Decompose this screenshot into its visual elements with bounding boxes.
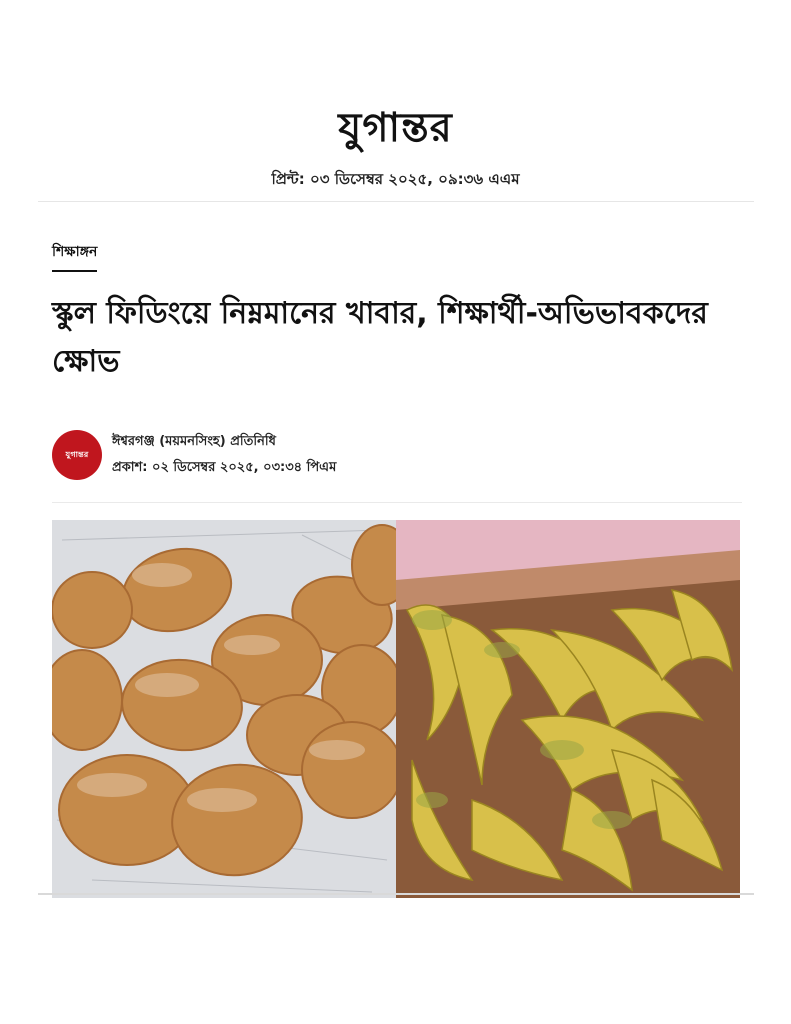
divider [38,893,754,895]
print-label: প্রিন্ট: [271,170,305,188]
published-line [112,458,336,479]
avatar-logo-text: যুগান্তর [65,449,89,459]
article-photo[interactable] [52,520,740,898]
byline [52,430,742,482]
bananas-photo [396,520,740,898]
article-headline: স্কুল ফিডিংয়ে নিম্নমানের খাবার, শিক্ষার্থী-অভিভাবকদের ক্ষোভ [52,296,708,379]
author-name[interactable]: ঈশ্বরগঞ্জ (ময়মনসিংহ) প্রতিনিধি [112,434,276,449]
avatar [52,430,102,480]
published-date: ০২ ডিসেম্বর ২০২৫, ০৩:৩৪ পিএম [152,460,337,475]
site-logo[interactable]: যুগান্তর [338,104,453,151]
category-link[interactable]: শিক্ষাঙ্গন [52,240,97,272]
print-date-line [0,168,791,193]
masthead-logo-wrap [0,104,791,152]
print-date: ০৩ ডিসেম্বর ২০২৫, ০৯:৩৬ এএম [309,170,520,188]
divider [38,201,754,202]
buns-photo [52,520,412,898]
divider [52,502,742,503]
published-label: প্রকাশ: [112,460,148,475]
